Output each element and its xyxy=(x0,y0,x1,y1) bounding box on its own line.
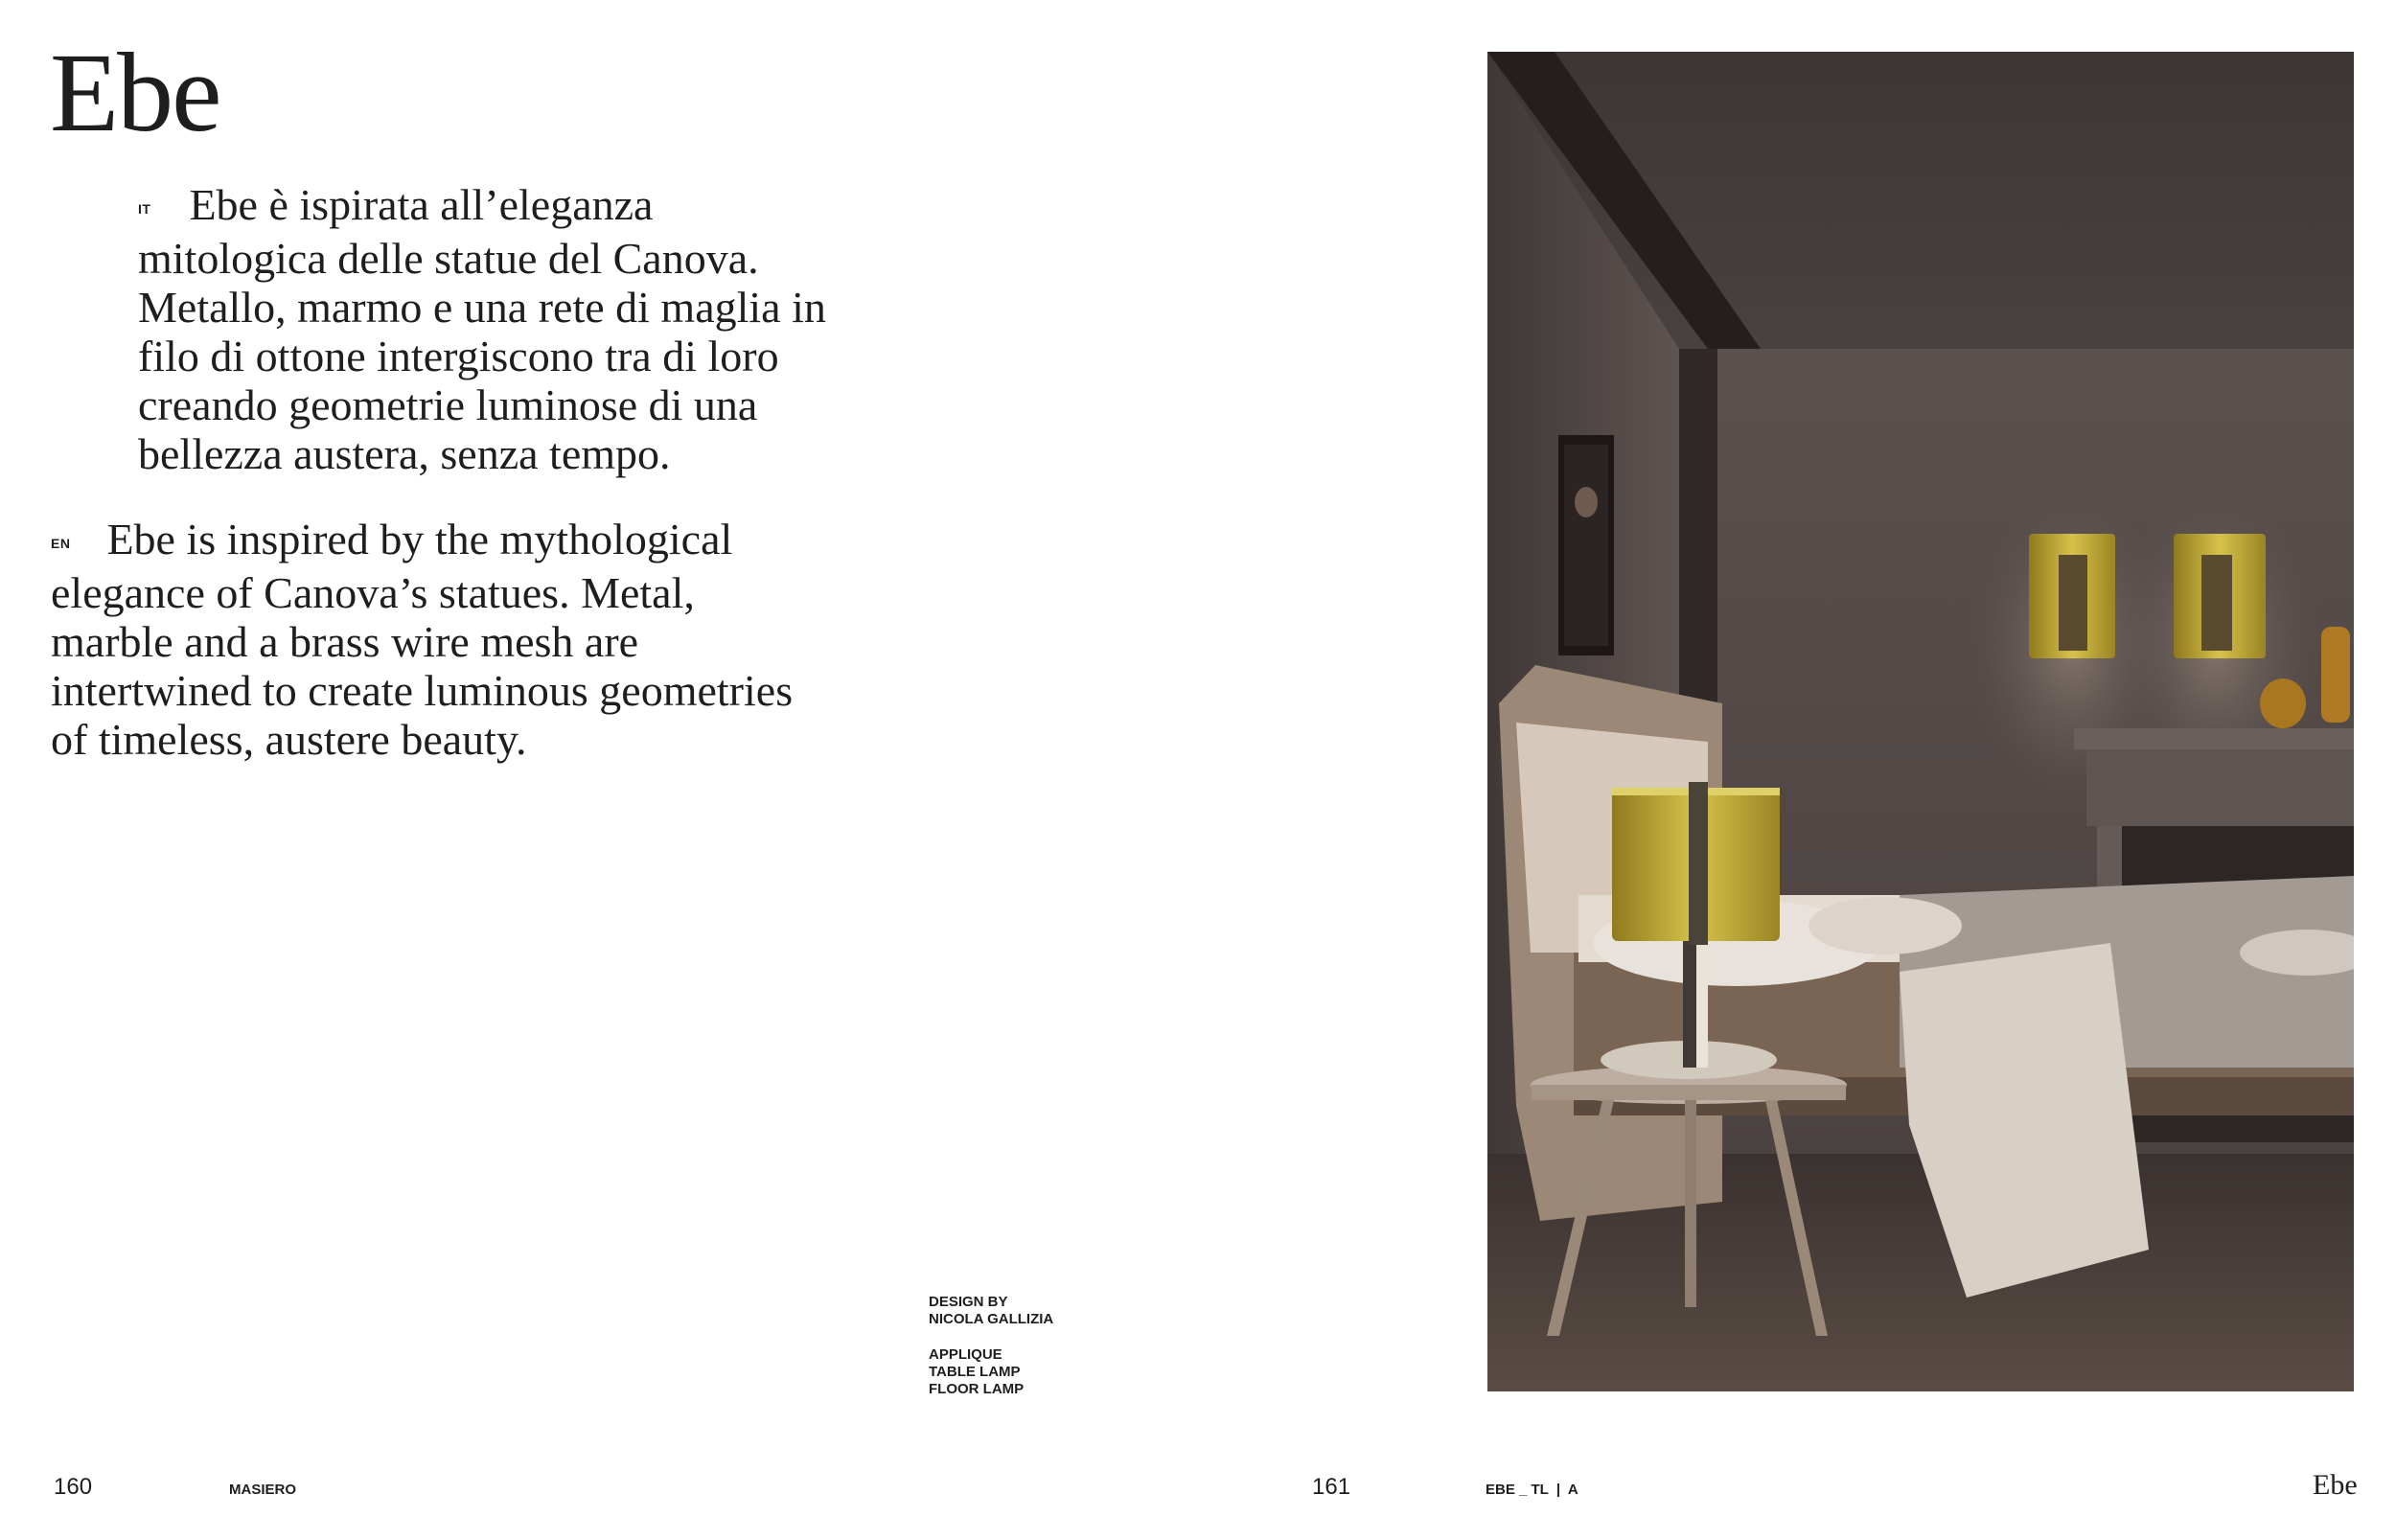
left-page-number: 160 xyxy=(54,1474,93,1500)
english-language-tag: EN xyxy=(51,536,71,551)
brand-name: MASIERO xyxy=(229,1482,297,1498)
designer-credit xyxy=(929,1294,1053,1328)
running-title: Ebe xyxy=(2313,1469,2358,1501)
bedroom-photo xyxy=(1487,52,2354,1391)
product-code: EBE _ TL | A xyxy=(1486,1482,1578,1498)
designer-name: NICOLA GALLIZIA xyxy=(929,1311,1054,1327)
product-table-lamp: TABLE LAMP xyxy=(929,1364,1021,1380)
italian-text: Ebe è ispirata all’eleganza mitologica delle statue del Canova. Metallo, marmo e una rete di maglia in filo di ottone intergiscono tra di loro creando geometrie luminose di una bellezza austera, senza tempo. xyxy=(138,180,826,478)
product-floor-lamp: FLOOR LAMP xyxy=(929,1381,1025,1397)
design-by-label: DESIGN BY xyxy=(929,1294,1008,1310)
product-applique: APPLIQUE xyxy=(929,1346,1002,1363)
product-credits xyxy=(929,1294,1053,1416)
italian-language-tag: IT xyxy=(138,201,151,217)
italian-paragraph xyxy=(138,180,838,478)
english-text: Ebe is inspired by the mythological elegance of Canova’s statues. Metal, marble and a brass wire mesh are intertwined to create luminous geometries of timeless, austere beauty. xyxy=(51,515,794,764)
page-title: Ebe xyxy=(50,30,220,155)
english-paragraph xyxy=(51,515,798,764)
product-list xyxy=(929,1346,1053,1398)
right-page-number: 161 xyxy=(1312,1474,1351,1500)
